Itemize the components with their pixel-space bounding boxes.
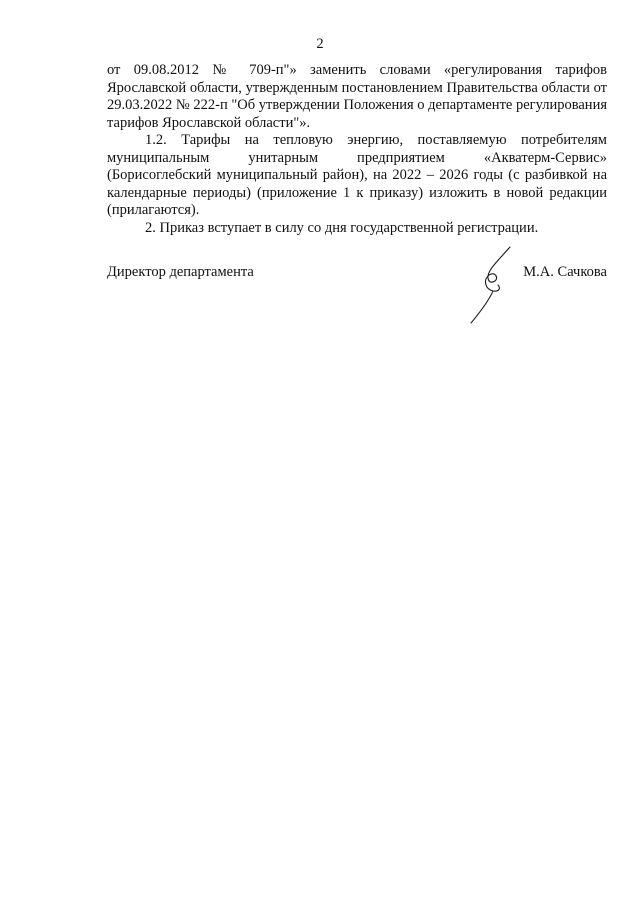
page-number: 2	[316, 36, 324, 52]
paragraph-item-2: 2. Приказ вступает в силу со дня государственной регистрации.	[145, 219, 539, 236]
paragraph-item-1-2: 1.2. Тарифы на тепловую энергию, поставляемую потребителям муниципальным унитарным предприятием «Акватерм-Сервис» (Борисоглебский муниципальный район), на 2022 – 2026 годы (с разбивкой на календарные периоды) (приложение 1 к приказу) изложить в новой редакции (прилагаются).	[107, 132, 607, 218]
paragraph-continuation: от 09.08.2012 № 709-п"» заменить словами «регулирования тарифов Ярославской области, утвержденным постановлением Правительства области от 29.03.2022 № 222-п "Об утверждении Положения о департаменте регулирования тарифов Ярославской области"».	[107, 62, 607, 131]
handwritten-signature	[465, 245, 535, 327]
signer-name: М.А. Сачкова	[523, 264, 607, 280]
signer-position: Директор департамента	[107, 264, 254, 280]
body-text	[107, 62, 607, 237]
